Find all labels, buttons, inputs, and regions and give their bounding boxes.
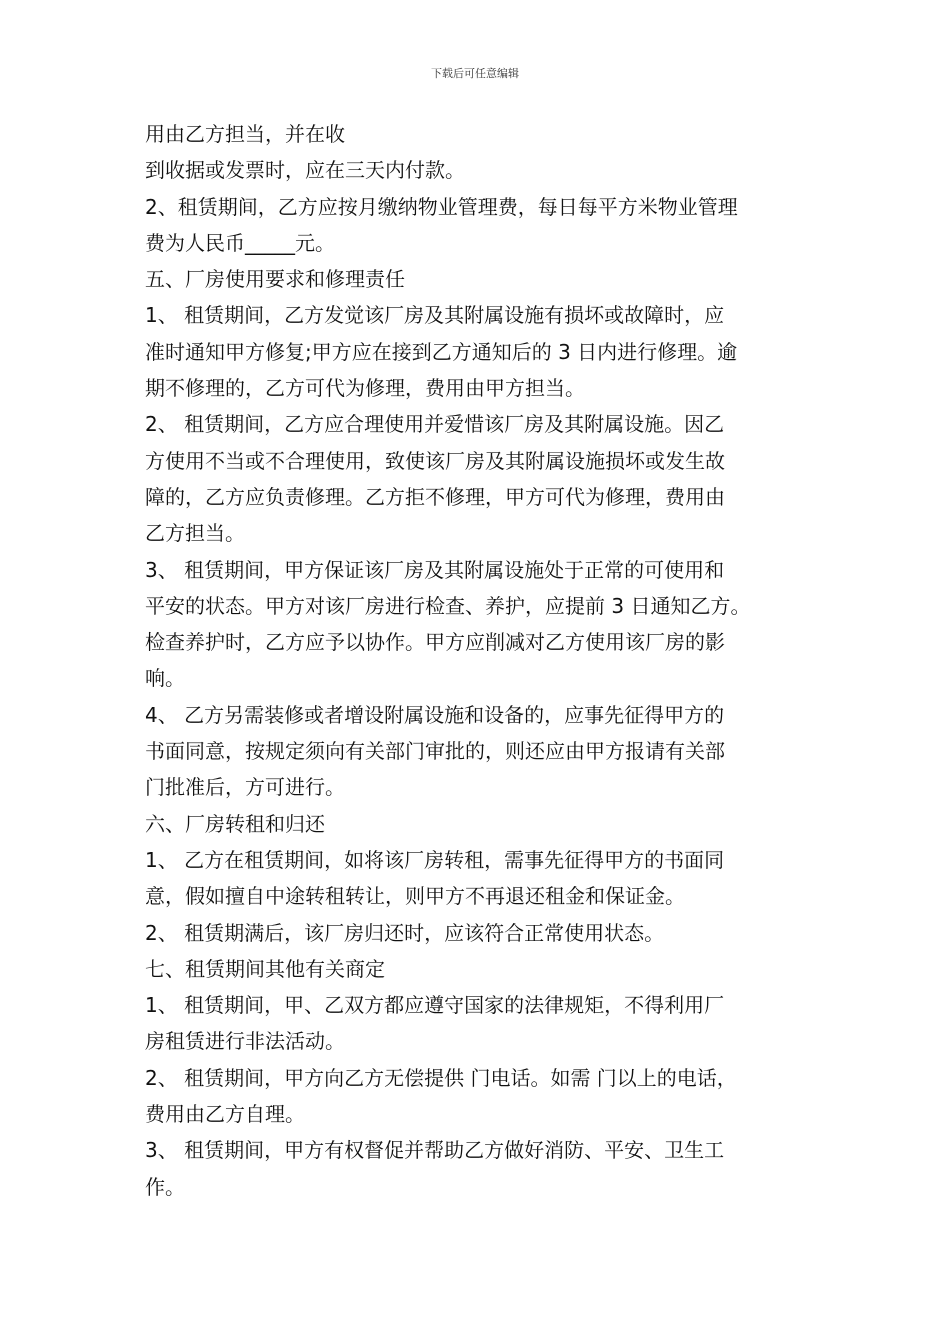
body-line: 1、 租赁期间，乙方发觉该厂房及其附属设施有损坏或故障时，应 <box>145 303 725 328</box>
body-line: 2、 租赁期间，甲方向乙方无偿提供 门电话。如需 门以上的电话， <box>145 1065 737 1090</box>
body-line: 作。 <box>145 1174 185 1199</box>
body-line: 4、 乙方另需装修或者增设附属设施和设备的，应事先征得甲方的 <box>145 702 725 727</box>
body-line: 2、 租赁期间，乙方应合理使用并爱惜该厂房及其附属设施。因乙 <box>145 412 725 437</box>
body-line: 检查养护时，乙方应予以协作。甲方应削减对乙方使用该厂房的影 <box>145 630 725 655</box>
body-line: 2、租赁期间，乙方应按月缴纳物业管理费，每日每平方米物业管理 <box>145 194 738 219</box>
body-line: 准时通知甲方修复;甲方应在接到乙方通知后的 3 日内进行修理。逾 <box>145 339 738 364</box>
section-heading: 五、厂房使用要求和修理责任 <box>145 267 405 292</box>
section-heading: 七、租赁期间其他有关商定 <box>145 956 385 981</box>
document-body <box>145 116 825 1205</box>
body-line: 用由乙方担当，并在收 <box>145 122 345 146</box>
body-line: 到收据或发票时，应在三天内付款。 <box>145 158 465 183</box>
body-line: 费用由乙方自理。 <box>145 1102 305 1127</box>
body-line: 费为人民币_____元。 <box>145 230 335 255</box>
body-line: 书面同意，按规定须向有关部门审批的，则还应由甲方报请有关部 <box>145 739 725 764</box>
body-line: 障的，乙方应负责修理。乙方拒不修理，甲方可代为修理，费用由 <box>145 484 725 509</box>
body-line: 2、 租赁期满后，该厂房归还时，应该符合正常使用状态。 <box>145 920 665 945</box>
body-line: 3、 租赁期间，甲方保证该厂房及其附属设施处于正常的可使用和 <box>145 557 725 582</box>
body-line: 1、 租赁期间，甲、乙双方都应遵守国家的法律规矩，不得利用厂 <box>145 993 725 1018</box>
body-line: 3、 租赁期间，甲方有权督促并帮助乙方做好消防、平安、卫生工 <box>145 1138 725 1163</box>
body-line: 1、 乙方在租赁期间，如将该厂房转租，需事先征得甲方的书面同 <box>145 847 725 872</box>
body-line: 乙方担当。 <box>145 521 245 546</box>
section-heading: 六、厂房转租和归还 <box>145 811 325 836</box>
body-line: 门批准后，方可进行。 <box>145 775 345 800</box>
body-line: 意，假如擅自中途转租转让，则甲方不再退还租金和保证金。 <box>145 884 685 909</box>
body-line: 响。 <box>145 666 185 691</box>
body-line: 期不修理的，乙方可代为修理，费用由甲方担当。 <box>145 376 585 401</box>
page-header: 下载后可任意编辑 <box>431 67 519 80</box>
body-line: 方使用不当或不合理使用，致使该厂房及其附属设施损坏或发生故 <box>145 448 725 473</box>
body-line: 平安的状态。甲方对该厂房进行检查、养护，应提前 3 日通知乙方。 <box>145 593 751 618</box>
body-line: 房租赁进行非法活动。 <box>145 1029 345 1054</box>
